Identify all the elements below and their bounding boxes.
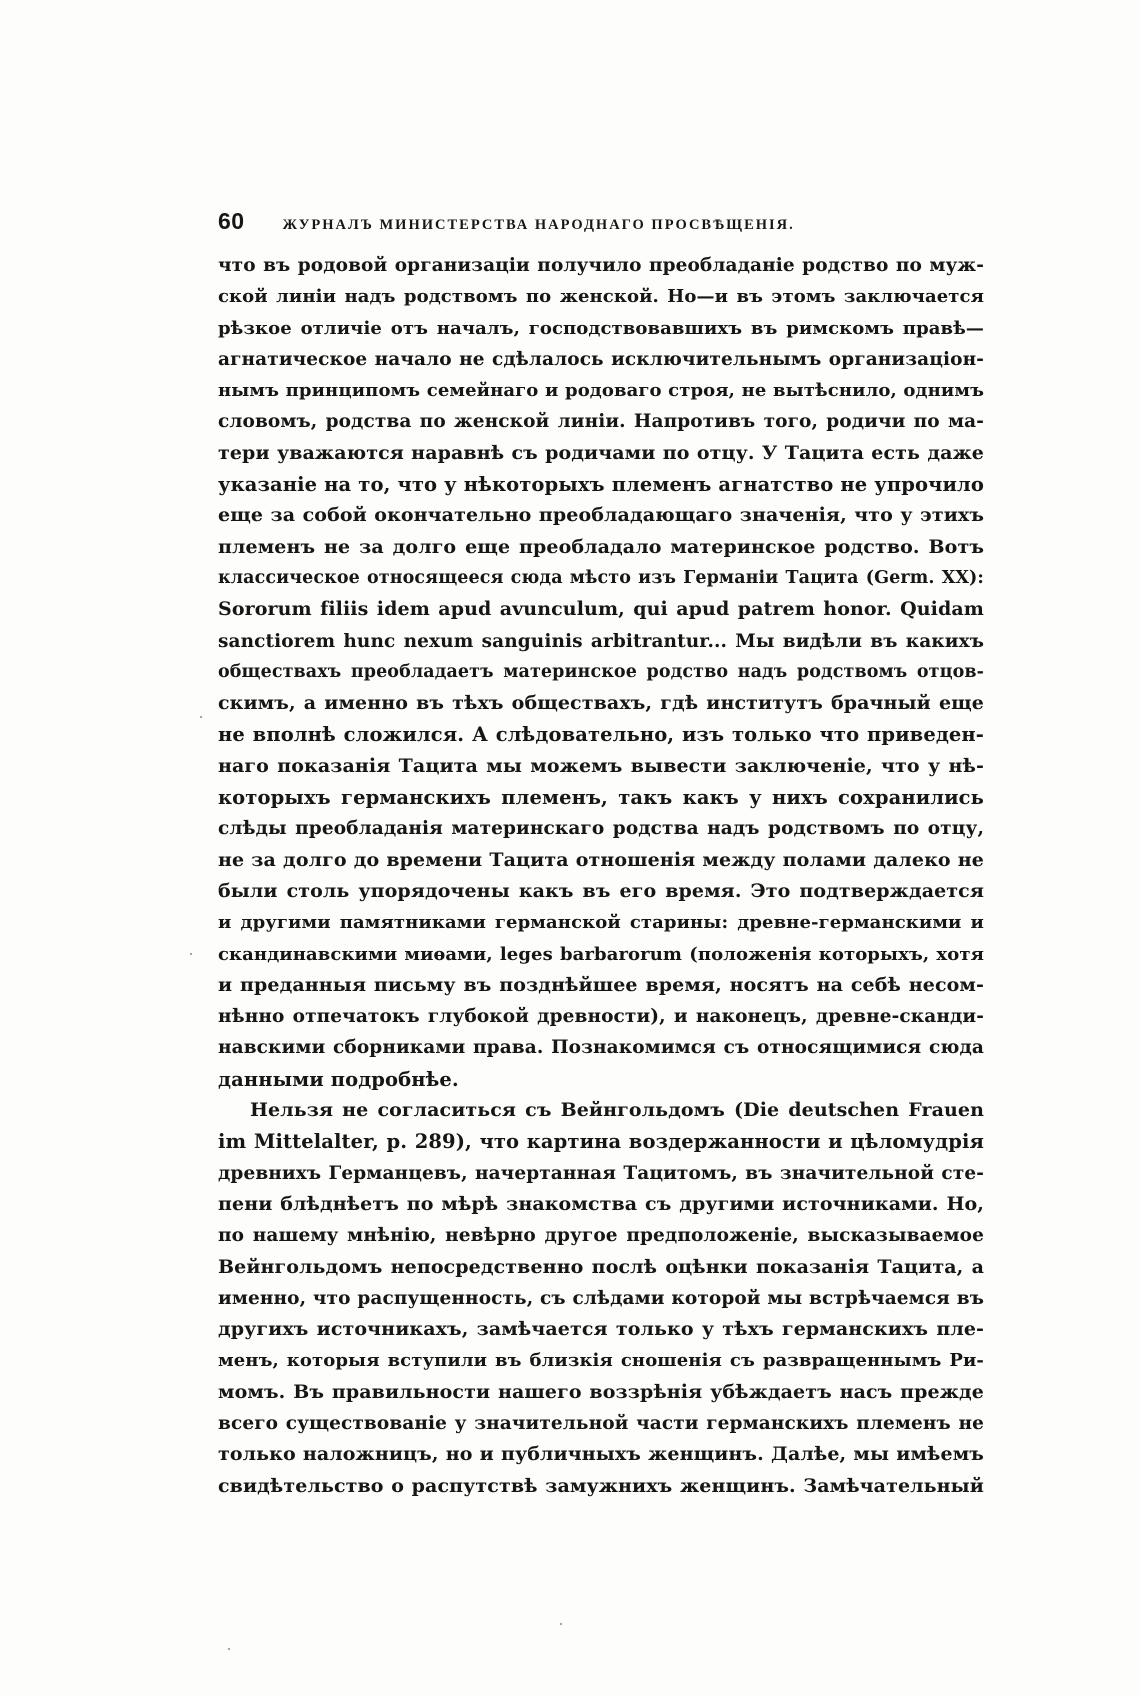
text-line: всего существованіе у значительной части германскихъ племенъ не <box>218 1412 984 1434</box>
text-line: и другими памятниками германской старины: древне-германскими и <box>218 912 984 934</box>
running-title: ЖУРНАЛЪ МИНИСТЕРСТВА НАРОДНАГО ПРОСВѢЩЕНІЯ. <box>282 217 795 233</box>
page-header <box>218 208 984 236</box>
body-text <box>218 250 984 1502</box>
text-line: рѣзкое отличіе отъ началъ, господствовавшихъ въ римскомъ правѣ— <box>218 317 984 339</box>
text-line: Sororum filiis idem apud avunculum, qui apud patrem honor. Quidam <box>218 598 984 621</box>
text-line: скандинавскими миѳами, leges barbarorum (положенія которыхъ, хотя <box>218 943 984 965</box>
text-line: и преданныя письму въ позднѣйшее время, носятъ на себѣ несом- <box>218 973 984 996</box>
paragraph-2 <box>218 1095 984 1502</box>
text-line: данными подробнѣе. <box>218 1067 459 1091</box>
text-line: словомъ, родства по женской линіи. Напротивъ того, родичи по ма- <box>218 411 984 433</box>
text-line: по нашему мнѣнію, невѣрно другое предположеніе, высказываемое <box>218 1225 984 1247</box>
text-line: ской линіи надъ родствомъ по женской. Но—и въ этомъ заключается <box>218 286 984 308</box>
text-line: скимъ, а именно въ тѣхъ обществахъ, гдѣ институтъ брачный еще <box>218 692 984 715</box>
text-line: которыхъ германскихъ племенъ, такъ какъ у нихъ сохранились <box>218 786 984 810</box>
scan-speck <box>200 716 202 718</box>
text-line: были столь упорядочены какъ въ его время. Это подтверждается <box>218 879 984 902</box>
text-line: древнихъ Германцевъ, начертанная Тацитомъ, въ значительной сте- <box>218 1162 984 1184</box>
text-line: sanctiorem hunc nexum sanguinis arbitrantur... Мы видѣли въ какихъ <box>218 630 984 652</box>
text-line: Вейнгольдомъ непосредственно послѣ оцѣнки показанія Тацита, а <box>218 1255 984 1278</box>
text-line: im Mittelalter, p. 289), что картина воздержанности и цѣломудрія <box>218 1130 984 1154</box>
text-line: нымъ принципомъ семейнаго и родоваго строя, не вытѣснило, однимъ <box>218 380 984 402</box>
text-line: пени блѣднѣетъ по мѣрѣ знакомства съ другими источниками. Но, <box>218 1192 984 1215</box>
text-line: обществахъ преобладаетъ материнское родство надъ родствомъ отцов- <box>218 661 984 682</box>
scan-speck <box>190 953 192 955</box>
text-line: не за долго до времени Тацита отношенія между полами далеко не <box>218 848 984 871</box>
text-line: тери уважаются наравнѣ съ родичами по отцу. У Тацита есть даже <box>218 441 984 464</box>
text-line: не вполнѣ сложился. А слѣдовательно, изъ только что приведен- <box>218 723 984 747</box>
text-line: классическое относящееся сюда мѣсто изъ Германіи Тацита (Germ. XX): <box>218 567 984 588</box>
text-line: еще за собой окончательно преобладающаго значенія, что у этихъ <box>218 504 984 527</box>
text-line: свидѣтельство о распутствѣ замужнихъ женщинъ. Замѣчательный <box>218 1474 984 1497</box>
scan-speck <box>228 1648 230 1650</box>
text-line: что въ родовой организаціи получило преобладаніе родство по муж- <box>218 255 984 276</box>
text-line: нѣнно отпечатокъ глубокой древности), и наконецъ, древне-сканди- <box>218 1006 984 1028</box>
text-line: менъ, которыя вступили въ близкія сношенія съ развращеннымъ Ри- <box>218 1350 984 1372</box>
text-line: агнатическое начало не сдѣлалось исключительнымъ организаціон- <box>218 348 984 370</box>
scan-speck <box>560 1623 562 1625</box>
text-line: другихъ источникахъ, замѣчается только у тѣхъ германскихъ пле- <box>218 1318 984 1341</box>
text-line: наго показанія Тацита мы можемъ вывести заключеніе, что у нѣ- <box>218 754 984 777</box>
text-line: именно, что распущенность, съ слѣдами которой мы встрѣчаемся въ <box>218 1287 984 1309</box>
text-line: момъ. Въ правильности нашего воззрѣнія убѣждаетъ насъ прежде <box>218 1380 984 1403</box>
text-line: навскими сборниками права. Познакомимся съ относящимися сюда <box>218 1037 984 1059</box>
text-line: племенъ не за долго еще преобладало материнское родство. Вотъ <box>218 535 984 558</box>
page-number: 60 <box>218 208 245 234</box>
text-line: только наложницъ, но и публичныхъ женщинъ. Далѣе, мы имѣемъ <box>218 1443 984 1466</box>
text-line: Нельзя не согласиться съ Вейнгольдомъ (Die deutschen Frauen <box>250 1099 984 1122</box>
text-line: указаніе на то, что у нѣкоторыхъ племенъ агнатство не упрочило <box>218 473 984 497</box>
paragraph-1 <box>218 250 984 1095</box>
text-line: слѣды преобладанія материнскаго родства надъ родствомъ по отцу, <box>218 818 984 840</box>
